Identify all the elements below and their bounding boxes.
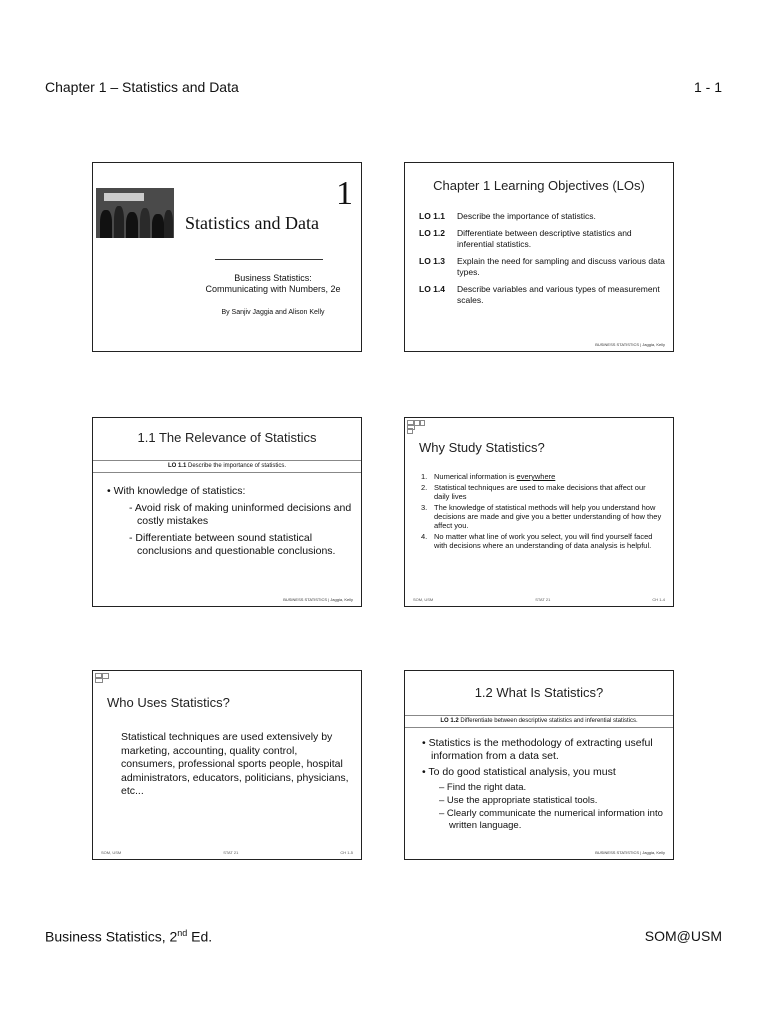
book-edition	[45, 928, 212, 945]
bullet-list	[107, 485, 357, 562]
slide-4-heading: Why Study Statistics?	[419, 440, 545, 455]
lo-code: LO 1.1	[419, 211, 445, 221]
subtitle-line-1: Business Statistics:	[234, 273, 312, 283]
edition-suffix: nd	[177, 928, 188, 938]
footer-left: SOM, USM	[413, 597, 434, 602]
item-number: 4.	[421, 532, 428, 541]
item-text: Statistical techniques are used to make decisions that affect our daily lives	[434, 483, 646, 501]
slide-footer	[101, 850, 353, 855]
lo-code: LO 1.2	[419, 228, 445, 238]
slide-5-who-uses	[92, 670, 362, 860]
lo-text: Differentiate between descriptive statistics and inferential statistics.	[458, 718, 638, 724]
chapter-title: Chapter 1 – Statistics and Data	[45, 79, 239, 95]
slide-footer: BUSINESS STATISTICS | Jaggia, Kelly	[595, 850, 665, 855]
list-item: – Use the appropriate statistical tools.	[439, 795, 598, 806]
item-number: 1.	[421, 472, 428, 481]
slide-3-relevance	[92, 417, 362, 607]
list-item: – Find the right data.	[439, 782, 527, 793]
lo-text: Describe the importance of statistics.	[186, 463, 287, 469]
list-item	[419, 211, 665, 222]
corner-grid-icon	[95, 673, 113, 687]
list-item	[419, 284, 665, 306]
lo-text: Describe variables and various types of measurement scales.	[457, 284, 660, 305]
lo-code: LO 1.1	[167, 463, 187, 469]
cover-photo	[96, 188, 174, 238]
edition-label: Ed.	[187, 928, 213, 945]
slide-2-objectives	[404, 162, 674, 352]
list-item: • To do good statistical analysis, you must	[422, 766, 616, 778]
item-text: Numerical information is	[434, 472, 517, 481]
lo-code: LO 1.4	[419, 284, 445, 294]
lo-text: Describe the importance of statistics.	[457, 211, 596, 221]
lo-code: LO 1.3	[419, 256, 445, 266]
item-text: No matter what line of work you select, you will find yourself faced with decisions where an understanding of data analysis is helpful.	[434, 532, 653, 550]
slide-footer: BUSINESS STATISTICS | Jaggia, Kelly	[595, 342, 665, 347]
chapter-number: 1	[336, 175, 353, 212]
lo-code: LO 1.2	[440, 718, 459, 724]
item-number: 2.	[421, 483, 428, 492]
footer-mid: STAT 21	[535, 597, 551, 602]
list-item	[421, 483, 663, 501]
slide-1-title	[92, 162, 362, 352]
bullet-list	[417, 737, 663, 833]
organization: SOM@USM	[644, 928, 722, 944]
lo-text: Differentiate between descriptive statistics and inferential statistics.	[457, 228, 632, 249]
list-item	[421, 503, 663, 530]
lo-banner	[405, 715, 673, 728]
list-item: - Differentiate between sound statistical conclusions and questionable conclusions.	[129, 532, 336, 557]
item-emphasis: everywhere	[516, 472, 556, 481]
objectives-list	[419, 211, 665, 312]
item-number: 3.	[421, 503, 428, 512]
list-item	[421, 532, 663, 550]
slide-footer: BUSINESS STATISTICS | Jaggia, Kelly	[283, 597, 353, 602]
slide-6-what-is	[404, 670, 674, 860]
list-item	[421, 472, 663, 481]
lo-text: Explain the need for sampling and discuss various data types.	[457, 256, 665, 277]
list-item: - Avoid risk of making uninformed decisions and costly mistakes	[129, 502, 352, 527]
divider	[215, 259, 323, 260]
authors: By Sanjiv Jaggia and Alison Kelly	[221, 309, 325, 316]
list-item: • Statistics is the methodology of extracting useful information from a data set.	[422, 737, 653, 762]
corner-grid-icon	[407, 420, 425, 434]
page-number: 1 - 1	[693, 79, 722, 95]
footer-mid: STAT 21	[223, 850, 239, 855]
slide-6-heading: 1.2 What Is Statistics?	[474, 685, 604, 700]
lo-banner	[93, 460, 361, 473]
subtitle-line-2: Communicating with Numbers, 2e	[205, 284, 341, 294]
numbered-list	[421, 472, 663, 552]
slide-2-heading: Chapter 1 Learning Objectives (LOs)	[433, 178, 645, 193]
page-footer	[45, 928, 722, 945]
slide-5-body: Statistical techniques are used extensively by marketing, accounting, quality control, consumers, professional sports people, hospital administrators, educators, politicians, physicians, etc...	[121, 731, 349, 797]
slide-3-heading: 1.1 The Relevance of Statistics	[137, 430, 317, 445]
footer-left: SOM, USM	[101, 850, 122, 855]
book-title: Business Statistics, 2	[45, 928, 178, 945]
slide-5-heading: Who Uses Statistics?	[107, 695, 230, 710]
page-header	[45, 79, 722, 95]
list-item	[419, 228, 665, 250]
list-item: • With knowledge of statistics:	[107, 485, 246, 497]
slide-footer	[413, 597, 665, 602]
list-item	[419, 256, 665, 278]
item-text: The knowledge of statistical methods will help you understand how decisions are made and give you a better understanding of how they affect you.	[434, 503, 662, 530]
list-item: – Clearly communicate the numerical information into written language.	[439, 808, 663, 831]
footer-right: CH 1-4	[652, 597, 665, 602]
footer-right: CH 1-5	[340, 850, 353, 855]
book-subtitle	[183, 273, 363, 295]
slide-1-heading: Statistics and Data	[185, 213, 319, 233]
slide-4-why-study	[404, 417, 674, 607]
